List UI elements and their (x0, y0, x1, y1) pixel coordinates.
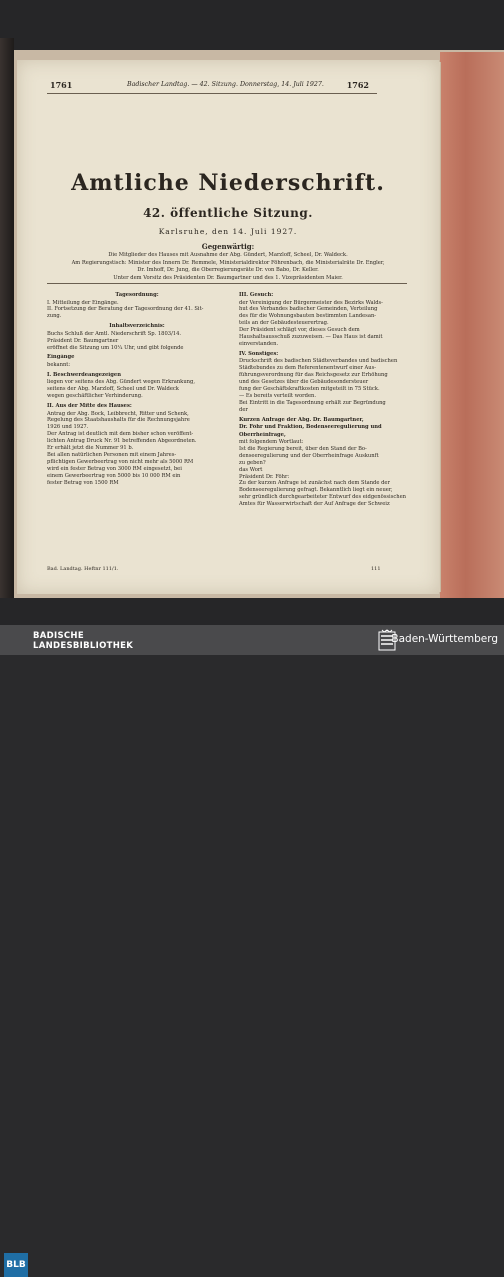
page-number-left: 1761 (50, 80, 73, 90)
page-number-right: 1762 (346, 80, 369, 90)
left-column-line: Bei allen natürlichen Personen mit einem Jahres- (47, 451, 177, 458)
place-date: Karlsruhe, den 14. Juli 1927. (158, 227, 298, 236)
right-column-line: denseeregulierung und der Oberrheinfrage Auskunft (239, 452, 379, 459)
left-column-line: fester Betrag von 1500 RM (47, 479, 119, 486)
partner-name[interactable]: Baden-Württemberg (391, 633, 498, 645)
right-column-line: hut des Verbandes badischer Gemeinden, Verteilung (239, 306, 378, 313)
library-name-line2: LANDESBIBLIOTHEK (33, 641, 134, 651)
left-column-line: II. Aus der Mitte des Hauses: (47, 403, 132, 409)
left-column-line: Tagesordnung: (115, 292, 159, 298)
right-column-line: Druckschrift des badischen Städteverbandes und badischen (239, 358, 398, 365)
left-column-line: 1926 und 1927. (47, 424, 89, 431)
header-rule (47, 93, 377, 94)
right-column-line: IV. Sonstiges: (239, 350, 279, 357)
scan-area (0, 0, 504, 625)
document-title: Amtliche Niederschrift. (71, 170, 385, 196)
footer-left: Bad. Landtag. Heftnr 111/1. (47, 566, 119, 572)
left-column-line: pflichtigen Gewerbeertrag von nicht mehr als 5000 RM (47, 458, 194, 465)
page-edges (440, 52, 504, 598)
right-column-line: Bodenseeregulierung gefragt. Bekanntlich liegt ein neuer, (239, 487, 393, 494)
right-column-line: Kurzen Anfrage der Abg. Dr. Baumgartner, (239, 416, 364, 423)
present-heading: Gegenwärtig: (201, 242, 255, 251)
left-column-line: Inhaltsverzeichnis: (109, 323, 165, 330)
document-page (17, 60, 439, 594)
section-rule (47, 283, 407, 284)
present-line: Unter dem Vorsitz des Präsidenten Dr. Baumgartner und des 1. Vizepräsidenten Maier. (113, 274, 343, 281)
right-column-line: Städtebundes zu dem Referentenentwurf einer Aus- (239, 365, 377, 372)
right-column-line: Der Präsident schlägt vor, dieses Gesuch dem (239, 327, 360, 334)
book-binding (0, 38, 14, 598)
left-column-line: Er erhält jetzt die Nummer 91 b. (47, 445, 134, 451)
right-column-line: Oberrheinfrage, (239, 431, 286, 438)
left-column-line: Regelung des Staatshaushalts für die Rechnungsjahre (47, 417, 190, 424)
right-column-line: das Wort (239, 466, 263, 473)
left-column-line: I. Beschwerdeangezeigen (47, 371, 121, 378)
footer-right: 111 (371, 566, 381, 572)
left-column-line: wegen geschäftlicher Verhinderung. (47, 393, 143, 400)
left-column-line: bekannt: (47, 361, 71, 368)
right-column-line: Amtes für Wasserwirtschaft der Auf Anfrage der Schweiz (239, 501, 390, 508)
right-column-line: Ist die Regierung bereit, über den Stand der Bo- (239, 445, 367, 452)
blb-logo-text: BLB (6, 1260, 26, 1270)
right-column-line: teils an der Gebäudesteuerertrag. (239, 320, 329, 327)
right-column-line: Präsident Dr. Föhr: (239, 473, 290, 480)
present-line: Dr. Imhoff, Dr. Jung, die Oberregierungsräte Dr. von Babo, Dr. Keller. (137, 267, 319, 273)
right-column-line: Bei Eintritt in die Tagesordnung erhält zur Begründung (239, 399, 386, 406)
left-column-line: einem Gewerbeertrag von 5000 bis 10 000 RM ein (47, 472, 181, 479)
blb-logo[interactable] (4, 1253, 28, 1277)
present-line: Am Regierungstisch: Minister des Innern Dr. Remmele, Ministerialdirektor Föhrenbach, die Ministerialräte Dr. Engler, (71, 259, 385, 266)
left-column-line: Präsident Dr. Baumgartner (47, 337, 119, 344)
left-column-line: Der Antrag ist deutlich mit dem bisher schon veröffent- (47, 431, 194, 438)
right-column-line: zu geben? (239, 459, 266, 466)
right-column-line: führungsverordnung für das Reichsgesetz zur Erhöhung (239, 372, 388, 379)
left-column-line: liegen vor seitens des Abg. Gündert wegen Erkrankung, (47, 379, 195, 386)
right-column-line: sehr gründlich durchgearbeiteter Entwurf des eidgenössischen (239, 494, 407, 501)
right-column-line: mit folgendem Wortlaut: (239, 439, 304, 445)
left-column-line: II. Fortsetzung der Beratung der Tagesordnung der 41. Sit- (47, 306, 204, 313)
right-column-line: einverstanden. (239, 340, 279, 347)
right-column-line: und des Gesetzes über die Gebäudesondersteuer (239, 379, 369, 385)
right-column-line: Zu der kurzen Anfrage ist zunächst nach dem Stande der (239, 480, 390, 487)
right-column-line: Dr. Föhr und Fraktion, Bodenseeregulierung und (239, 424, 382, 430)
left-column-line: wird ein fester Betrag von 3000 RM eingesetzt, bei (47, 465, 182, 472)
left-column-line: lichten Antrag Druck Nr. 91 betreffenden Abgeordneten. (47, 438, 197, 445)
right-column-line: fung der Geschäftskraftkosten mitgeteilt in 75 Stück. (239, 385, 380, 392)
session-title: 42. öffentliche Sitzung. (143, 206, 313, 220)
left-column-line: seitens der Abg. Marzloff, Scheel und Dr. Waldeck (47, 386, 179, 393)
right-column-line: III. Gesuch: (239, 292, 274, 298)
right-column-line: — Es bereits verteilt worden. (239, 392, 317, 399)
right-column-line: Haushaltsausschuß zuzuweisen. — Das Haus ist damit (239, 334, 383, 340)
left-column-line: I. Mitteilung der Eingänge. (47, 299, 119, 306)
left-column-line: zung. (47, 313, 62, 320)
library-bar (0, 625, 504, 1270)
right-column-line: der Vereinigung der Bürgermeister des Bezirks Walds- (239, 299, 383, 306)
right-column-line: des für die Wohnungsbauten bestimmten Landesan- (239, 313, 377, 320)
left-column-line: eröffnet die Sitzung um 10¼ Uhr, und gibt folgende (47, 344, 184, 351)
right-column-line: der (239, 406, 248, 413)
left-column-line: Eingänge (47, 354, 75, 361)
present-line: Die Mitglieder des Hauses mit Ausnahme der Abg. Gündert, Marzloff, Scheel, Dr. Waldeck. (108, 252, 348, 258)
left-column-line: Antrag der Abg. Bock, Leibbrecht, Ritter und Schenk, (47, 410, 189, 417)
left-column-line: Buchs Schluß der Amtl. Niederschrift Sp. 1803/14. (47, 330, 182, 337)
running-header (17, 80, 439, 92)
library-name-line1: BADISCHE (33, 631, 84, 641)
running-head: Badischer Landtag. — 42. Sitzung. Donnerstag, 14. Juli 1927. (127, 81, 324, 88)
